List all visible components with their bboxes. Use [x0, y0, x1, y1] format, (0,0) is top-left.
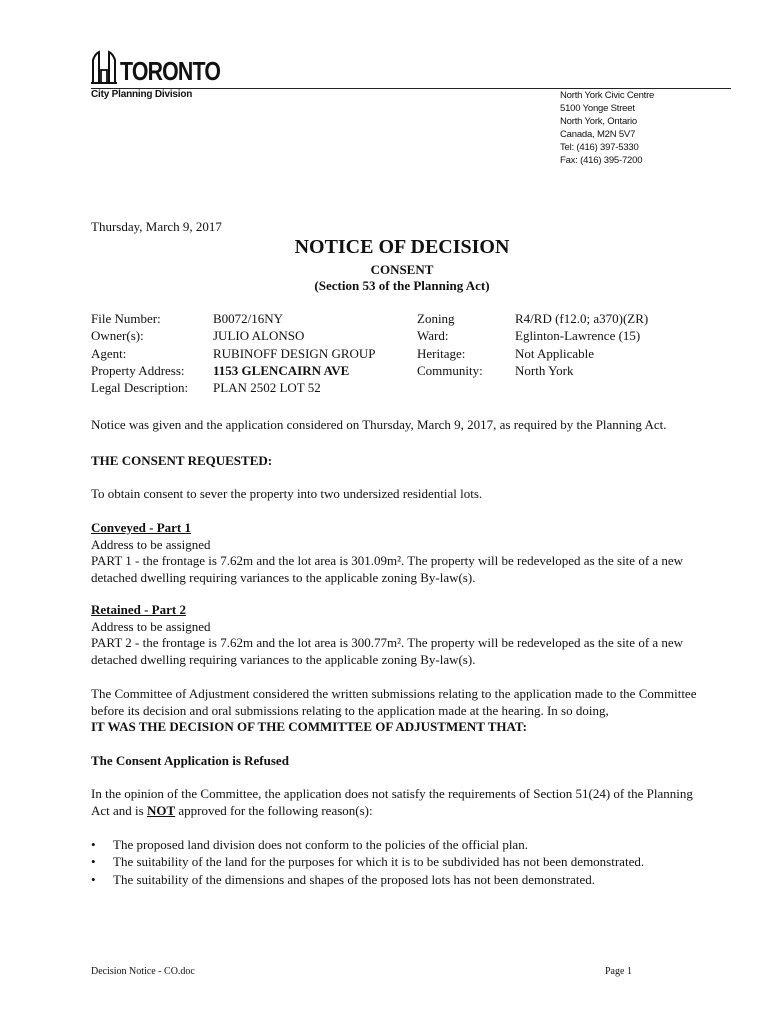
part2-address: Address to be assigned [91, 618, 211, 634]
legal-description-label: Legal Description: [91, 380, 189, 396]
footer-filename: Decision Notice - CO.doc [91, 966, 195, 977]
address-line: Tel: (416) 397-5330 [560, 142, 639, 154]
opinion-text-after: approved for the following reason(s): [178, 802, 373, 818]
legal-description-value: PLAN 2502 LOT 52 [213, 380, 321, 396]
address-line: 5100 Yonge Street [560, 103, 635, 115]
owner-value: JULIO ALONSO [213, 328, 305, 344]
reason-text: The suitability of the land for the purposes for which it is to be subdivided has not been demonstrated. [113, 854, 645, 870]
part1-section [91, 520, 711, 587]
page-title: NOTICE OF DECISION [294, 236, 510, 258]
address-line: Canada, M2N 5V7 [560, 129, 636, 141]
notice-text: Notice was given and the application considered on Thursday, March 9, 2017, as required by the Planning Act. [91, 417, 667, 432]
file-info-values-left [213, 310, 376, 396]
part2-text: PART 2 - the frontage is 7.62m and the lot area is 300.77m². The property will be redeveloped as the site of a new detached dwelling requiring variances to the applicable zoning By-law(s). [91, 635, 684, 668]
committee-section [91, 686, 711, 736]
consent-text: To obtain consent to sever the property into two undersized residential lots. [91, 486, 483, 501]
heritage-label: Heritage: [417, 345, 466, 361]
property-address-label: Property Address: [91, 362, 185, 378]
ward-label: Ward: [417, 328, 449, 344]
agent-value: RUBINOFF DESIGN GROUP [213, 345, 376, 361]
file-info-values-right [515, 310, 648, 379]
consent-heading: THE CONSENT REQUESTED: [91, 453, 273, 468]
division-name: City Planning Division [91, 89, 193, 100]
address-line: North York, Ontario [560, 116, 637, 128]
zoning-value: R4/RD (f12.0; a370)(ZR) [515, 311, 649, 326]
list-item [91, 853, 644, 870]
file-info-labels-left [91, 310, 188, 396]
section-reference: (Section 53 of the Planning Act) [314, 278, 490, 293]
ward-value: Eglinton-Lawrence (15) [515, 328, 641, 344]
subtitle: CONSENT [370, 262, 434, 277]
toronto-logo [91, 48, 242, 84]
part1-heading: Conveyed - Part 1 [91, 520, 192, 535]
address-line: Fax: (416) 395-7200 [560, 155, 643, 167]
reason-text: The suitability of the dimensions and shapes of the proposed lots has not been demonstrated. [113, 871, 595, 887]
part1-address: Address to be assigned [91, 536, 211, 552]
bullet: • [91, 871, 96, 887]
bullet: • [91, 837, 96, 852]
reason-text: The proposed land division does not conform to the policies of the official plan. [113, 837, 528, 852]
file-info-labels-right [417, 310, 483, 379]
list-item [91, 871, 644, 888]
file-number-label: File Number: [91, 311, 161, 326]
part1-text: PART 1 - the frontage is 7.62m and the lot area is 301.09m². The property will be redeveloped as the site of a new detached dwelling requiring variances to the applicable zoning By-law(s). [91, 553, 684, 586]
opinion-not: NOT [146, 802, 176, 818]
file-number-value: B0072/16NY [213, 311, 284, 326]
city-hall-icon [91, 50, 117, 84]
owner-label: Owner(s): [91, 328, 144, 344]
opinion-text [91, 786, 711, 819]
community-label: Community: [417, 362, 483, 378]
decision-date: Thursday, March 9, 2017 [91, 219, 222, 234]
property-address-value: 1153 GLENCAIRN AVE [213, 362, 350, 378]
bullet: • [91, 854, 96, 870]
zoning-label: Zoning [417, 311, 455, 326]
reasons-list [91, 836, 644, 888]
heritage-value: Not Applicable [515, 345, 595, 361]
footer-page-number: Page 1 [605, 966, 632, 977]
part2-section [91, 602, 711, 669]
opinion-text-before: In the opinion of the Committee, the application does not satisfy the requirements of Section 51(24) of the Planning Act and is [91, 786, 693, 818]
agent-label: Agent: [91, 345, 127, 361]
logo-text: TORONTO [120, 56, 221, 86]
address-line: North York Civic Centre [560, 90, 655, 101]
office-address [560, 89, 654, 168]
decision-heading: IT WAS THE DECISION OF THE COMMITTEE OF ADJUSTMENT THAT: [91, 719, 527, 735]
community-value: North York [515, 362, 574, 378]
refused-heading: The Consent Application is Refused [91, 753, 289, 768]
part2-heading: Retained - Part 2 [91, 602, 186, 617]
list-item [91, 836, 644, 853]
committee-text: The Committee of Adjustment considered the written submissions relating to the application made to the Committee before its decision and oral submissions relating to the application made at the hearing. In so doing, [91, 686, 697, 718]
